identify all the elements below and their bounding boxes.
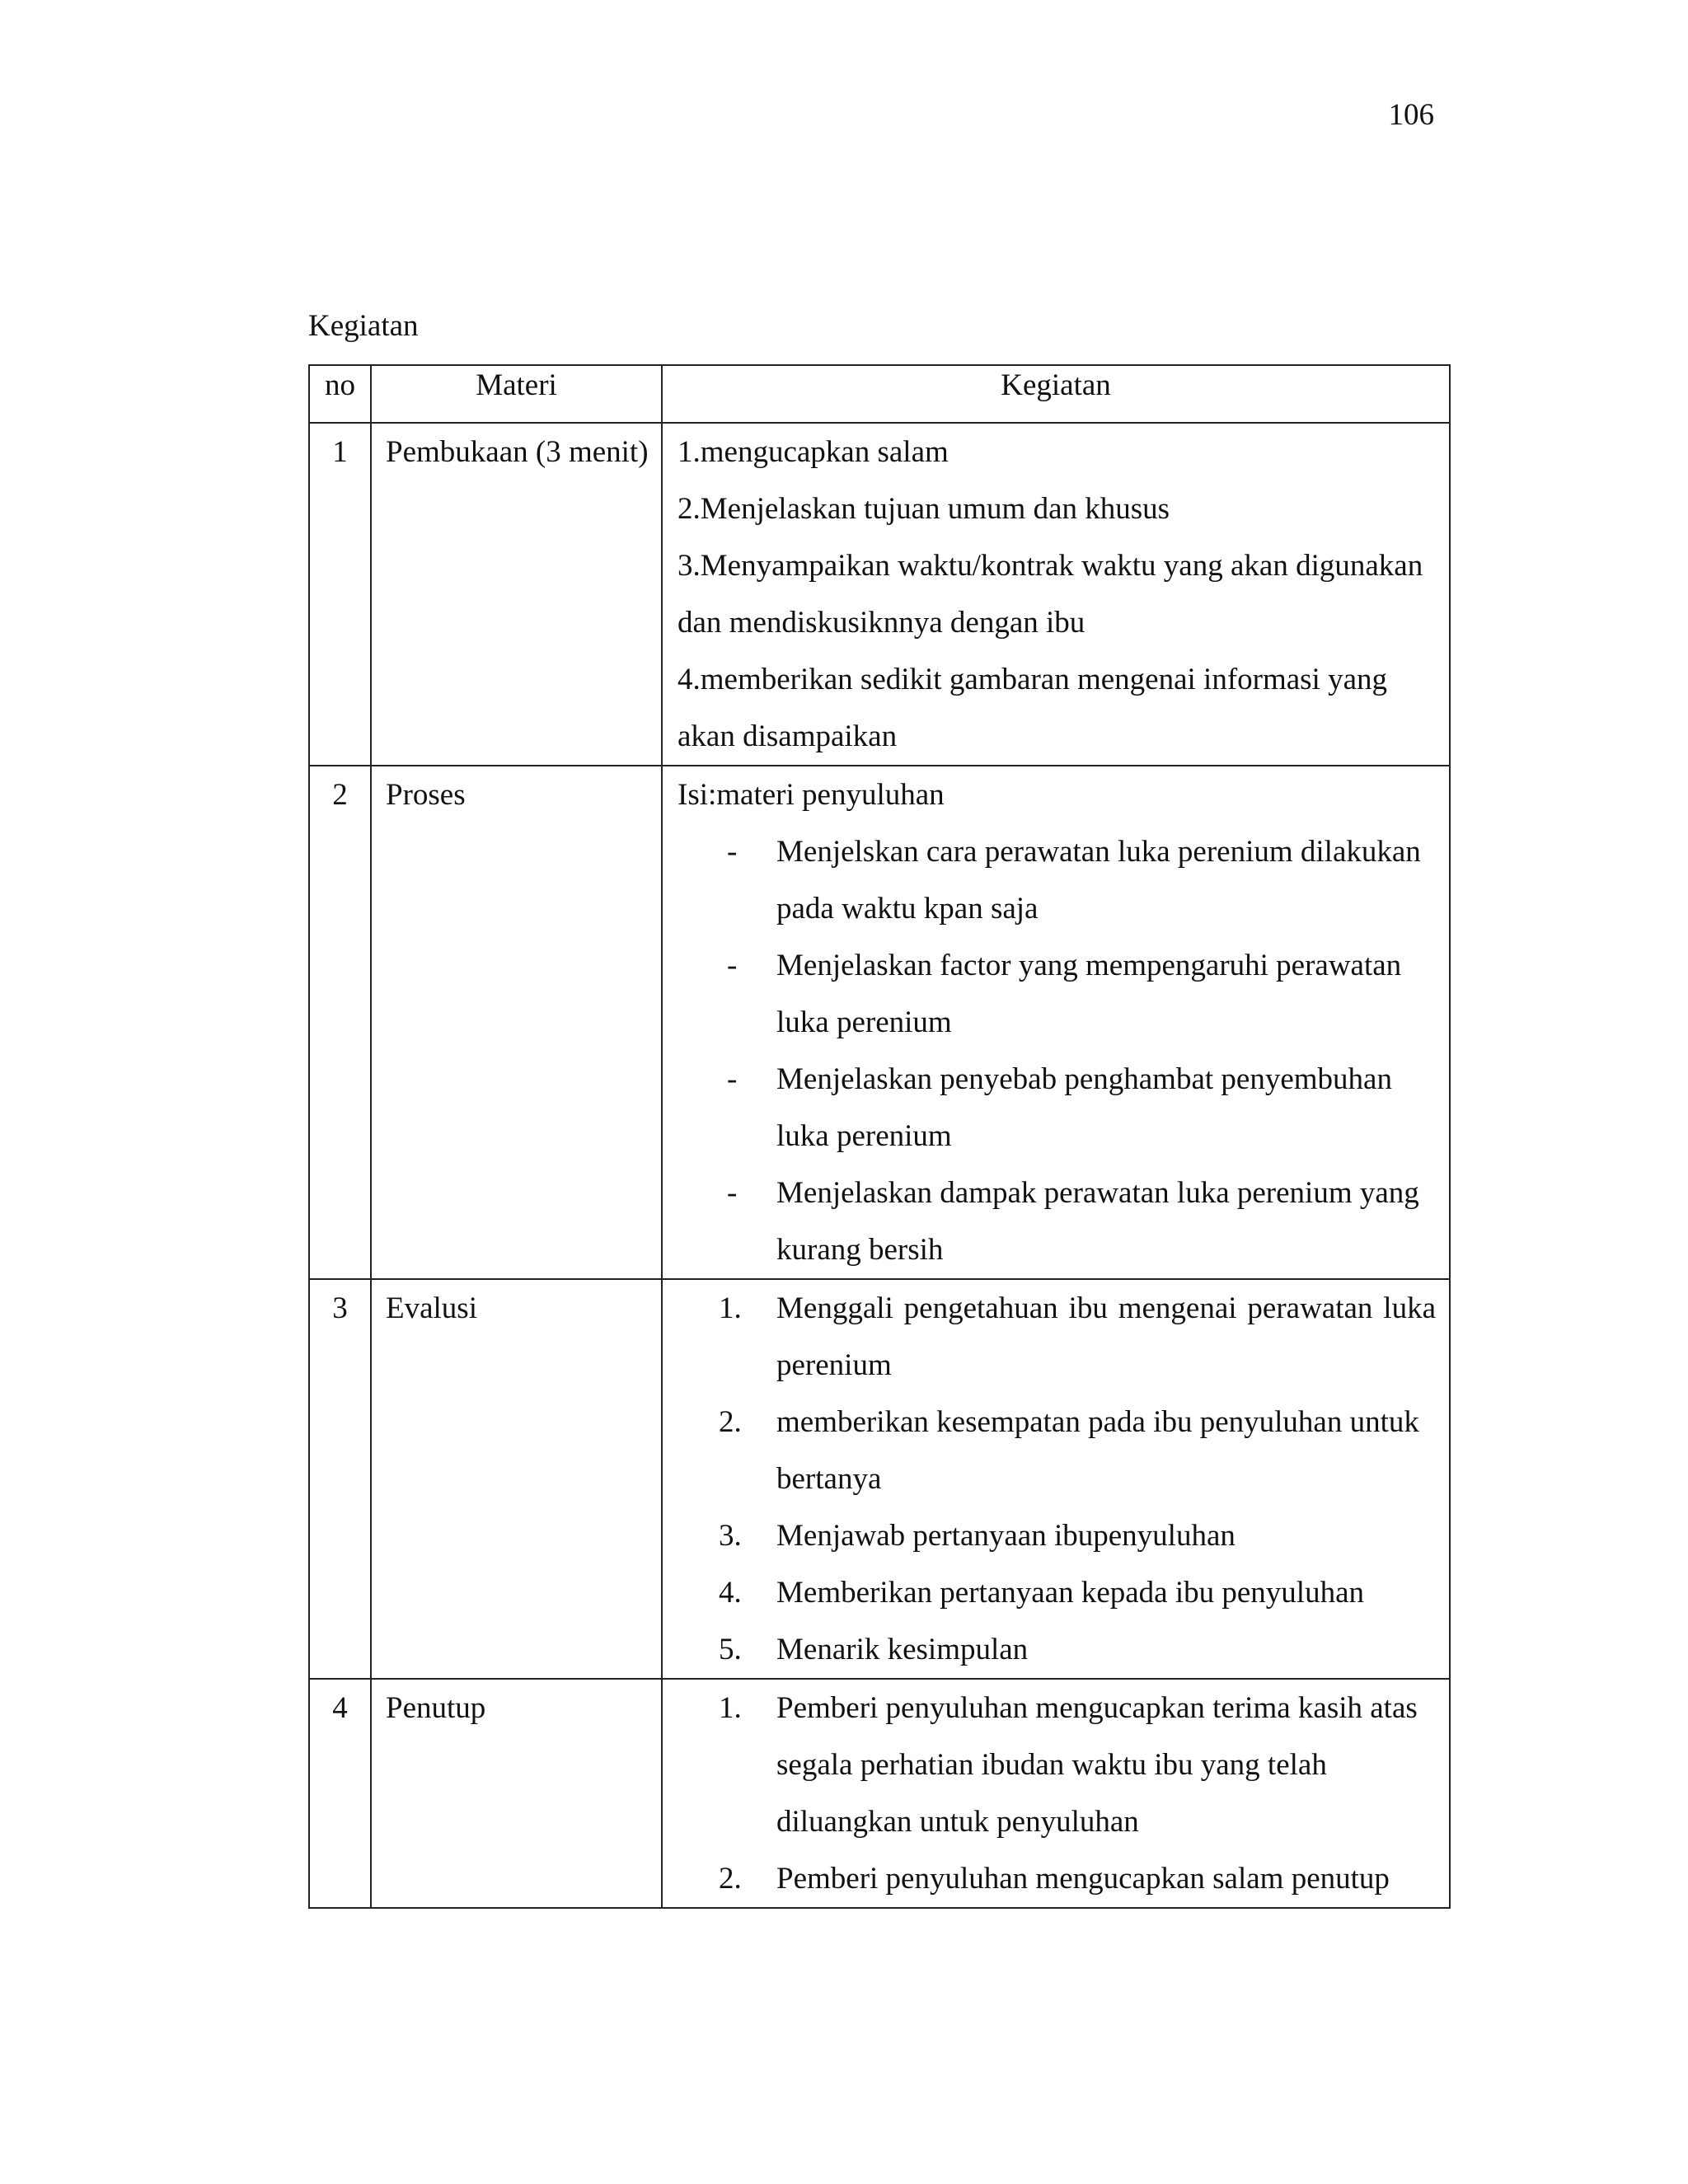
- dash-marker: -: [727, 1176, 738, 1210]
- row-materi: Penutup: [371, 1679, 662, 1908]
- list-item-text: Memberikan pertanyaan kepada ibu penyuluhan: [776, 1576, 1365, 1610]
- numbered-list: [678, 1680, 1436, 1907]
- list-item-text: Menjelaskan penyebab penghambat penyembuhan luka perenium: [776, 1062, 1392, 1153]
- list-number: 5.: [719, 1633, 742, 1666]
- header-materi: Materi: [371, 365, 662, 423]
- list-item-text: Menjawab pertanyaan ibupenyuluhan: [776, 1519, 1236, 1553]
- list-item: [678, 1051, 1436, 1165]
- row-materi: Pembukaan (3 menit): [371, 423, 662, 766]
- list-number: 1.: [719, 1291, 742, 1325]
- header-no: no: [309, 365, 371, 423]
- row-kegiatan: [662, 423, 1450, 766]
- dash-marker: -: [727, 949, 738, 982]
- list-item-text: Pemberi penyuluhan mengucapkan terima kasih atas segala perhatian ibudan waktu ibu yang telah diluangkan untuk penyuluhan: [776, 1691, 1418, 1839]
- list-number: 2.: [719, 1405, 742, 1439]
- activity-line: 4.memberikan sedikit gambaran mengenai informasi yang akan disampaikan: [678, 663, 1388, 753]
- list-item: [678, 1394, 1436, 1507]
- table-row: [309, 766, 1450, 1279]
- table-row: [309, 1679, 1450, 1908]
- list-item: [678, 823, 1436, 937]
- table-row: [309, 1279, 1450, 1679]
- list-item-text: Menggali pengetahuan ibu mengenai perawatan luka perenium: [776, 1291, 1436, 1382]
- header-kegiatan: Kegiatan: [662, 365, 1450, 423]
- row-number: 1: [309, 423, 371, 766]
- row-kegiatan: [662, 1679, 1450, 1908]
- activity-line: 2.Menjelaskan tujuan umum dan khusus: [678, 492, 1170, 526]
- list-item-text: Menjelaskan factor yang mempengaruhi perawatan luka perenium: [776, 949, 1402, 1039]
- activity-line: 3.Menyampaikan waktu/kontrak waktu yang akan digunakan dan mendiskusiknnya dengan ibu: [678, 549, 1423, 640]
- table-caption: Kegiatan: [308, 309, 419, 343]
- list-item-text: Menjelskan cara perawatan luka perenium dilakukan pada waktu kpan saja: [776, 835, 1421, 926]
- row-number: 4: [309, 1679, 371, 1908]
- list-item-text: memberikan kesempatan pada ibu penyuluhan untuk bertanya: [776, 1405, 1419, 1496]
- list-item-text: Menjelaskan dampak perawatan luka perenium yang kurang bersih: [776, 1176, 1419, 1267]
- list-item: [678, 937, 1436, 1051]
- activity-line: 1.mengucapkan salam: [678, 435, 949, 469]
- numbered-list: [678, 1280, 1436, 1678]
- row-kegiatan: [662, 1279, 1450, 1679]
- list-item: [678, 1564, 1436, 1621]
- row-kegiatan: [662, 766, 1450, 1279]
- row-number: 2: [309, 766, 371, 1279]
- list-number: 1.: [719, 1691, 742, 1725]
- list-item: [678, 1680, 1436, 1850]
- list-number: 2.: [719, 1862, 742, 1896]
- page-number: 106: [1388, 98, 1434, 132]
- activity-intro: Isi:materi penyuluhan: [678, 778, 945, 812]
- list-item: [678, 1165, 1436, 1278]
- list-item: [678, 1280, 1436, 1394]
- list-number: 4.: [719, 1576, 742, 1610]
- dash-marker: -: [727, 835, 738, 869]
- list-item-text: Menarik kesimpulan: [776, 1633, 1029, 1666]
- list-item-text: Pemberi penyuluhan mengucapkan salam penutup: [776, 1862, 1390, 1896]
- dash-marker: -: [727, 1062, 738, 1096]
- activity-table: [308, 364, 1451, 1909]
- list-item: [678, 1850, 1436, 1907]
- row-number: 3: [309, 1279, 371, 1679]
- table-header-row: [309, 365, 1450, 423]
- list-item: [678, 1621, 1436, 1678]
- list-number: 3.: [719, 1519, 742, 1553]
- row-materi: Proses: [371, 766, 662, 1279]
- dash-list: [678, 823, 1436, 1278]
- row-materi: Evalusi: [371, 1279, 662, 1679]
- table-row: [309, 423, 1450, 766]
- list-item: [678, 1507, 1436, 1564]
